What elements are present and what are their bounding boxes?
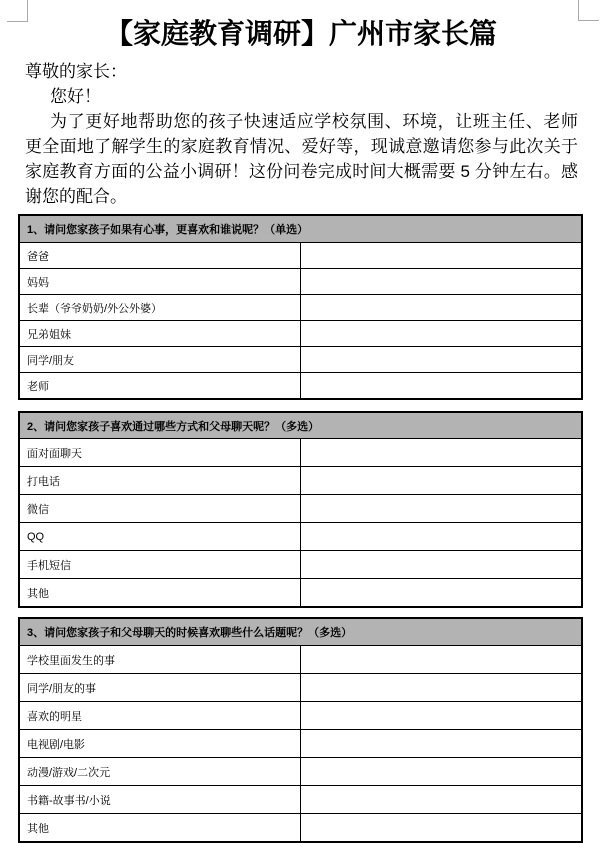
answer-cell[interactable] <box>301 730 583 758</box>
option-label-cell: 爸爸 <box>19 243 301 269</box>
table-row <box>19 321 582 347</box>
table-row <box>19 467 582 495</box>
question-3-header: 3、请问您家孩子和父母聊天的时候喜欢聊些什么话题呢？（多选） <box>19 618 582 646</box>
page-margin-mark-top-left <box>7 0 28 22</box>
intro-line: 尊敬的家长： <box>25 62 127 81</box>
answer-cell[interactable] <box>301 373 583 400</box>
table-row <box>19 347 582 373</box>
option-label-cell: 妈妈 <box>19 269 301 295</box>
answer-cell[interactable] <box>301 814 583 843</box>
table-row <box>19 495 582 523</box>
table-row <box>19 523 582 551</box>
page-margin-mark-top-right <box>578 0 599 21</box>
option-label-cell: 手机短信 <box>19 551 301 579</box>
answer-cell[interactable] <box>301 467 583 495</box>
answer-cell[interactable] <box>301 269 583 295</box>
question-3-table <box>18 617 583 843</box>
table-row <box>19 758 582 786</box>
intro-paragraph <box>25 59 578 209</box>
option-label-cell: 老师 <box>19 373 301 400</box>
option-label-cell: 长辈（爷爷奶奶/外公外婆） <box>19 295 301 321</box>
answer-cell[interactable] <box>301 646 583 674</box>
answer-cell[interactable] <box>301 674 583 702</box>
document-title: 【家庭教育调研】广州市家长篇 <box>104 18 497 49</box>
table-row <box>19 439 582 467</box>
table-row <box>19 618 582 646</box>
table-row <box>19 243 582 269</box>
question-2-header: 2、请问您家孩子喜欢通过哪些方式和父母聊天呢？（多选） <box>19 412 582 439</box>
table-row <box>19 702 582 730</box>
option-label-cell: 动漫/游戏/二次元 <box>19 758 301 786</box>
table-row <box>19 269 582 295</box>
table-row <box>19 730 582 758</box>
answer-cell[interactable] <box>301 439 583 467</box>
option-label-cell: 微信 <box>19 495 301 523</box>
intro-line: 为了更好地帮助您的孩子快速适应学校氛围、环境，让班主任、老师 <box>50 112 578 131</box>
answer-cell[interactable] <box>301 702 583 730</box>
answer-cell[interactable] <box>301 243 583 269</box>
answer-cell[interactable] <box>301 579 583 608</box>
question-2-table <box>18 411 583 608</box>
option-label-cell: 学校里面发生的事 <box>19 646 301 674</box>
answer-cell[interactable] <box>301 495 583 523</box>
intro-line: 更全面地了解学生的家庭教育情况、爱好等，现诚意邀请您参与此次关于 <box>25 137 578 156</box>
option-label-cell: 兄弟姐妹 <box>19 321 301 347</box>
option-label-cell: 面对面聊天 <box>19 439 301 467</box>
answer-cell[interactable] <box>301 786 583 814</box>
question-1-header: 1、请问您家孩子如果有心事，更喜欢和谁说呢？（单选） <box>19 215 582 243</box>
option-label-cell: 电视剧/电影 <box>19 730 301 758</box>
option-label-cell: 喜欢的明星 <box>19 702 301 730</box>
option-label-cell: 打电话 <box>19 467 301 495</box>
table-row <box>19 373 582 400</box>
option-label-cell: 同学/朋友 <box>19 347 301 373</box>
answer-cell[interactable] <box>301 551 583 579</box>
answer-cell[interactable] <box>301 321 583 347</box>
table-row <box>19 215 582 243</box>
option-label-cell: 同学/朋友的事 <box>19 674 301 702</box>
table-row <box>19 295 582 321</box>
table-row <box>19 674 582 702</box>
intro-line: 您好！ <box>50 87 101 106</box>
table-row <box>19 814 582 843</box>
table-row <box>19 579 582 608</box>
option-label-cell: 其他 <box>19 579 301 608</box>
option-label-cell: 其他 <box>19 814 301 843</box>
table-row <box>19 412 582 439</box>
table-row <box>19 786 582 814</box>
intro-line: 家庭教育方面的公益小调研！这份问卷完成时间大概需要 5 分钟左右。感 <box>25 162 578 181</box>
option-label-cell: 书籍-故事书/小说 <box>19 786 301 814</box>
answer-cell[interactable] <box>301 523 583 551</box>
table-row <box>19 551 582 579</box>
option-label-cell: QQ <box>19 523 301 551</box>
table-row <box>19 646 582 674</box>
intro-line: 谢您的配合。 <box>25 187 127 206</box>
answer-cell[interactable] <box>301 295 583 321</box>
question-1-table <box>18 214 583 400</box>
answer-cell[interactable] <box>301 758 583 786</box>
answer-cell[interactable] <box>301 347 583 373</box>
